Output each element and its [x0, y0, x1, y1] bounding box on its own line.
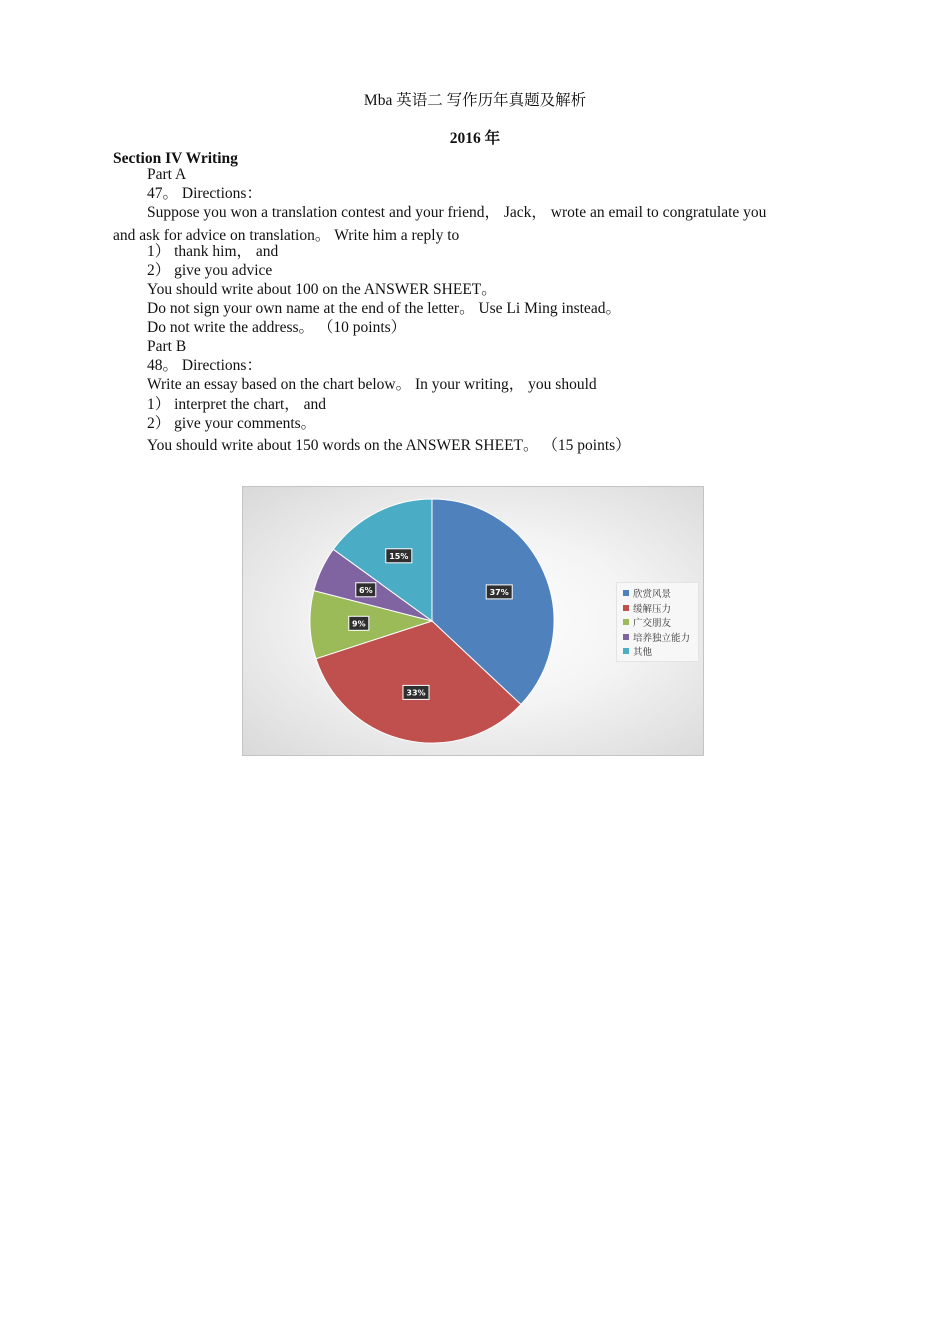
legend-swatch — [623, 619, 629, 625]
legend-item — [623, 603, 671, 616]
chart-legend — [616, 582, 699, 662]
part-a-label: Part A — [147, 166, 187, 183]
legend-swatch — [623, 590, 629, 596]
question-48-number: 48。 Directions： — [147, 357, 262, 374]
svg-text:15%: 15% — [389, 551, 409, 561]
svg-text:9%: 9% — [352, 619, 366, 629]
part-a-line: Do not write the address。 （10 points） — [147, 319, 407, 336]
svg-text:37%: 37% — [489, 587, 509, 597]
part-a-line: 1） thank him， and — [147, 243, 279, 260]
part-a-line: and ask for advice on translation。 Write him a reply to — [113, 227, 460, 244]
svg-text:6%: 6% — [359, 585, 373, 595]
legend-label: 欣赏风景 — [633, 589, 672, 600]
legend-item — [623, 632, 690, 645]
part-a-line: Suppose you won a translation contest and your friend， Jack， wrote an email to congratulate you — [147, 204, 767, 221]
section-heading: Section IV Writing — [113, 150, 238, 167]
legend-label: 广交朋友 — [633, 618, 672, 629]
legend-item — [623, 588, 671, 601]
pie-data-label — [386, 549, 412, 563]
pie-chart — [242, 486, 704, 756]
legend-swatch — [623, 634, 629, 640]
legend-swatch — [623, 648, 629, 654]
legend-item — [623, 646, 652, 659]
legend-item — [623, 617, 671, 630]
part-a-line: You should write about 100 on the ANSWER SHEET。 — [147, 281, 497, 298]
pie-data-label — [486, 585, 512, 599]
part-b-line: 2） give your comments。 — [147, 415, 317, 432]
document-title: Mba 英语二 写作历年真题及解析 — [363, 92, 587, 109]
legend-label: 缓解压力 — [633, 603, 672, 615]
pie-data-label — [403, 685, 429, 699]
part-b-line: Write an essay based on the chart below。 In your writing， you should — [147, 376, 597, 393]
legend-swatch — [623, 605, 629, 611]
pie-data-label — [356, 583, 376, 597]
part-a-line: 2） give you advice — [147, 262, 273, 279]
legend-label: 培养独立能力 — [633, 632, 691, 644]
part-b-label: Part B — [147, 338, 187, 355]
legend-label: 其他 — [633, 647, 653, 658]
question-47-number: 47。 Directions： — [147, 185, 262, 202]
pie-data-label — [349, 616, 369, 630]
exam-year: 2016 年 — [449, 130, 501, 147]
part-a-line: Do not sign your own name at the end of the letter。 Use Li Ming instead。 — [147, 300, 621, 317]
svg-text:33%: 33% — [406, 688, 426, 698]
part-b-line: You should write about 150 words on the ANSWER SHEET。 （15 points） — [147, 437, 631, 454]
part-b-line: 1） interpret the chart， and — [147, 396, 327, 413]
